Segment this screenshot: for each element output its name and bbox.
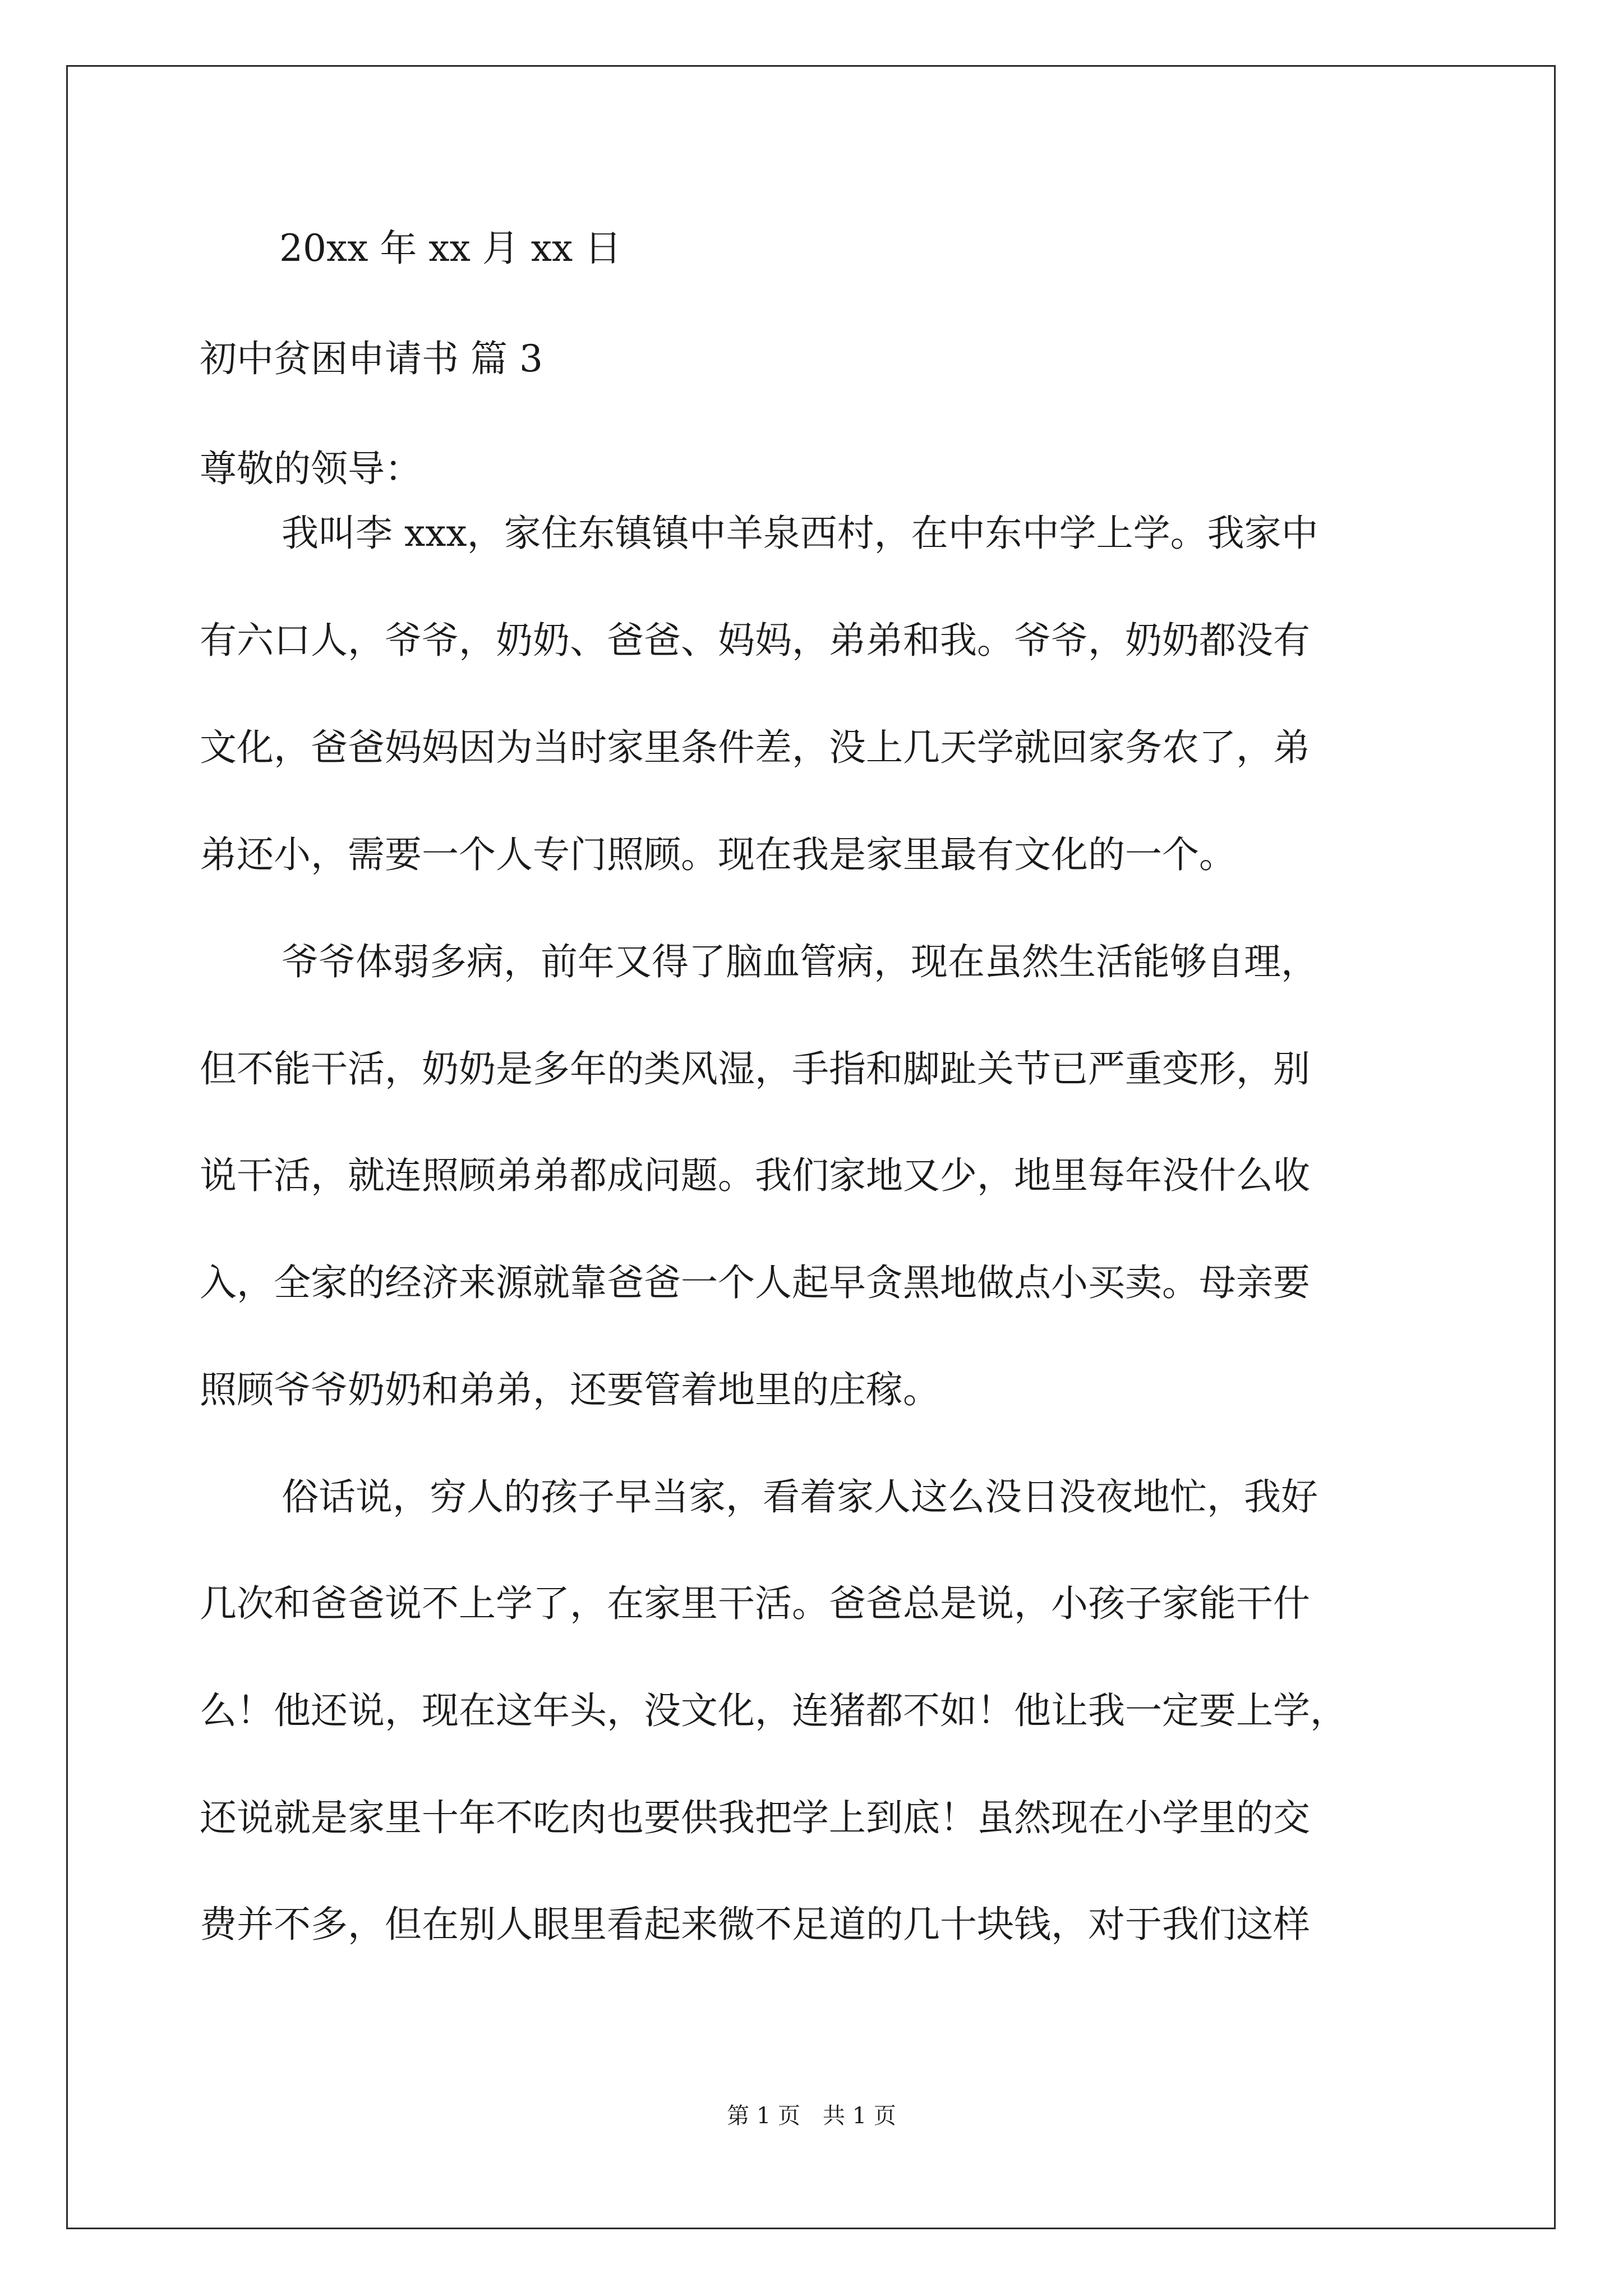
paragraph-2-line-2: 但不能干活，奶奶是多年的类风湿，手指和脚趾关节已严重变形，别 [200,1047,1310,1091]
page-footer: 第 1 页 共 1 页 [727,2103,896,2129]
paragraph-3-line-5: 费并不多，但在别人眼里看起来微不足道的几十块钱，对于我们这样 [200,1903,1310,1946]
date-line: 20xx 年 xx 月 xx 日 [279,227,622,270]
paragraph-3-line-2: 几次和爸爸说不上学了，在家里干活。爸爸总是说，小孩子家能干什 [200,1582,1310,1625]
paragraph-1-line-3: 文化，爸爸妈妈因为当时家里条件差，没上几天学就回家务农了，弟 [200,726,1310,769]
paragraph-2-line-4: 入，全家的经济来源就靠爸爸一个人起早贪黑地做点小买卖。母亲要 [200,1261,1310,1304]
paragraph-2-line-3: 说干活，就连照顾弟弟都成问题。我们家地又少，地里每年没什么收 [200,1154,1310,1197]
paragraph-2-line-5: 照顾爷爷奶奶和弟弟，还要管着地里的庄稼。 [200,1368,940,1411]
greeting: 尊敬的领导： [200,447,422,490]
paragraph-3-line-3: 么！他还说，现在这年头，没文化，连猪都不如！他让我一定要上学， [200,1689,1347,1732]
paragraph-3-line-4: 还说就是家里十年不吃肉也要供我把学上到底！虽然现在小学里的交 [200,1796,1310,1839]
document-title: 初中贫困申请书 篇 3 [200,337,543,380]
paragraph-2-line-1: 爷爷体弱多病，前年又得了脑血管病，现在虽然生活能够自理， [282,940,1318,983]
paragraph-1-line-4: 弟还小，需要一个人专门照顾。现在我是家里最有文化的一个。 [200,833,1236,876]
paragraph-1-line-2: 有六口人，爷爷，奶奶、爸爸、妈妈，弟弟和我。爷爷，奶奶都没有 [200,619,1310,662]
paragraph-1-line-1: 我叫李 xxx，家住东镇镇中羊泉西村，在中东中学上学。我家中 [282,512,1318,555]
paragraph-3-line-1: 俗话说，穷人的孩子早当家，看着家人这么没日没夜地忙，我好 [282,1475,1318,1519]
